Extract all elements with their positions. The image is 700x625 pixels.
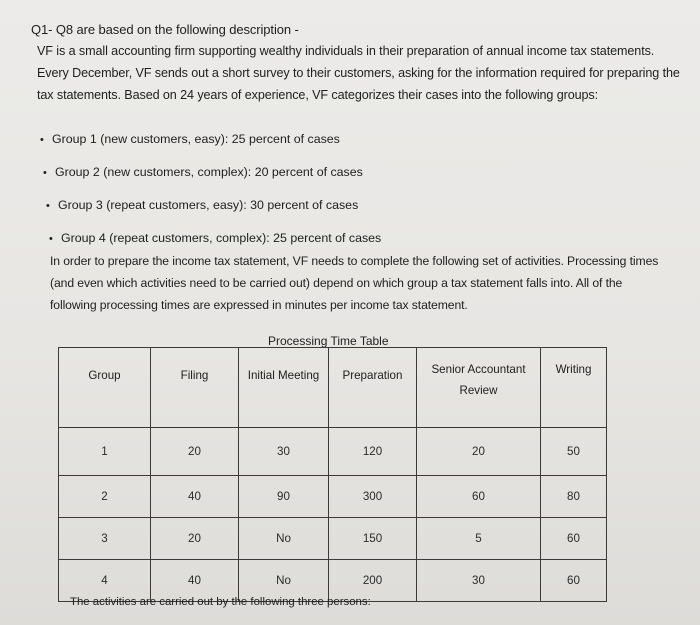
bullet-icon: •	[43, 167, 47, 179]
cell-review: 30	[417, 560, 541, 602]
table-header-row	[59, 348, 607, 428]
activities-paragraph	[50, 250, 670, 316]
cell-initial-meeting: No	[239, 518, 329, 560]
cell-filing: 40	[151, 560, 239, 602]
cell-filing: 40	[151, 476, 239, 518]
processing-time-table	[58, 347, 607, 602]
group-list-item	[43, 163, 381, 196]
header-filing: Filing	[151, 348, 239, 428]
description-line: tax statements. Based on 24 years of experience, VF categorizes their cases into the following groups:	[37, 88, 599, 102]
cell-filing: 20	[151, 518, 239, 560]
cell-preparation: 200	[329, 560, 417, 602]
cell-writing: 60	[541, 518, 607, 560]
bullet-icon: •	[40, 134, 44, 146]
cell-group: 3	[59, 518, 151, 560]
cell-review: 20	[417, 428, 541, 476]
header-senior-accountant-review	[417, 348, 541, 428]
cell-initial-meeting: No	[239, 560, 329, 602]
group-list	[40, 130, 381, 262]
cell-group: 1	[59, 428, 151, 476]
paragraph-line: following processing times are expressed in minutes per income tax statement.	[50, 298, 468, 312]
cell-writing: 60	[541, 560, 607, 602]
cell-initial-meeting: 90	[239, 476, 329, 518]
table-title: Processing Time Table	[268, 334, 389, 348]
group-text: Group 1 (new customers, easy): 25 percent of cases	[52, 132, 340, 146]
cell-preparation: 150	[329, 518, 417, 560]
cell-preparation: 120	[329, 428, 417, 476]
table-row	[59, 518, 607, 560]
cell-preparation: 300	[329, 476, 417, 518]
description-line: VF is a small accounting firm supporting wealthy individuals in their preparation of annual income tax statements.	[37, 44, 655, 58]
table-row	[59, 476, 607, 518]
description-line: Every December, VF sends out a short survey to their customers, asking for the information required for preparing the	[37, 66, 680, 80]
question-heading: Q1- Q8 are based on the following description -	[31, 22, 299, 37]
paragraph-line: (and even which activities need to be carried out) depend on which group a tax statement falls into. All of the	[50, 276, 623, 290]
bullet-icon: •	[49, 233, 53, 245]
header-preparation: Preparation	[329, 348, 417, 428]
footer-text: The activities are carried out by the following three persons:	[70, 596, 371, 608]
group-list-item	[46, 196, 381, 229]
table-row	[59, 428, 607, 476]
cell-group: 4	[59, 560, 151, 602]
group-text: Group 2 (new customers, complex): 20 percent of cases	[55, 165, 363, 179]
group-text: Group 3 (repeat customers, easy): 30 percent of cases	[58, 198, 359, 212]
cell-initial-meeting: 30	[239, 428, 329, 476]
cell-writing: 80	[541, 476, 607, 518]
cell-review: 60	[417, 476, 541, 518]
group-text: Group 4 (repeat customers, complex): 25 percent of cases	[61, 231, 382, 245]
description-paragraph	[37, 40, 680, 106]
cell-writing: 50	[541, 428, 607, 476]
header-review-line2: Review	[459, 384, 498, 397]
cell-review: 5	[417, 518, 541, 560]
header-writing: Writing	[541, 348, 607, 428]
cell-filing: 20	[151, 428, 239, 476]
bullet-icon: •	[46, 200, 50, 212]
paragraph-line: In order to prepare the income tax statement, VF needs to complete the following set of activities. Processing times	[50, 254, 659, 268]
cell-group: 2	[59, 476, 151, 518]
header-initial-meeting: Initial Meeting	[239, 348, 329, 428]
header-group: Group	[59, 348, 151, 428]
header-review-line1: Senior Accountant	[431, 363, 526, 376]
group-list-item	[40, 130, 381, 163]
